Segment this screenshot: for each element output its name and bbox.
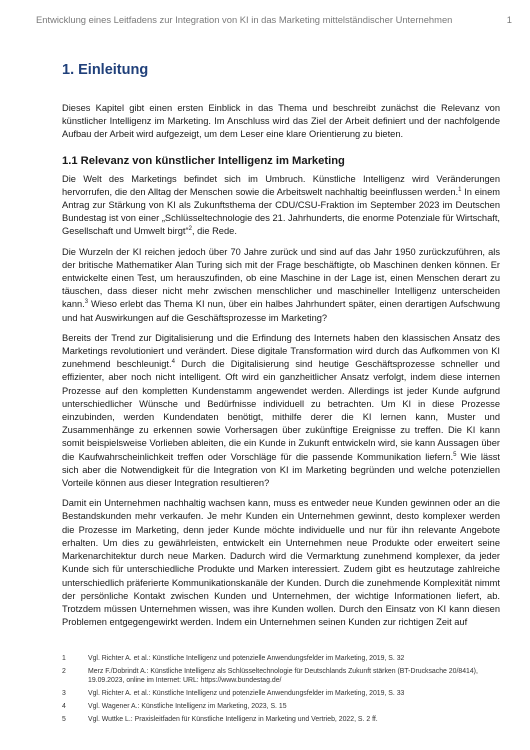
footnote-text: Vgl. Richter A. et al.: Künstliche Intelligenz und potenzielle Anwendungsfelder im Marketing, 2019, S. 33 — [88, 690, 405, 697]
main-content — [62, 102, 500, 636]
paragraph-2-text-b: Wieso erlebt das Thema KI nun, über ein halbes Jahrhundert später, einen derartigen Aufschwung und hat Auswirkungen auf die Geschäftsprozesse im Marketing? — [62, 299, 500, 323]
paragraph-3-text-a: Bereits der Trend zur Digitalisierung und die Erfindung des Internets haben den klassischen Ansatz des Marketings revolutioniert und verändert. Diese digitale Transformation wird durch das Aufkommen von KI zunehmend beschleunigt. — [62, 332, 500, 370]
footnote-ref-4[interactable]: 4 — [171, 359, 175, 366]
section-title: 1.1 Relevanz von künstlicher Intelligenz im Marketing — [62, 154, 345, 167]
footnote — [62, 689, 500, 698]
footnote-text: Merz F./Dobrindt A.: Künstliche Intelligenz als Schlüsseltechnologie für Deutschlands Zukunft stärken (BT-Drucksache 20/8414), 19.09.2023, online im Internet: URL: https://www.bundestag.de/ — [88, 668, 478, 684]
footnote-text: Vgl. Wagener A.: Künstliche Intelligenz im Marketing, 2023, S. 15 — [88, 703, 287, 710]
footnote-number: 4 — [62, 703, 66, 710]
footnote-text: Vgl. Richter A. et al.: Künstliche Intelligenz und potenzielle Anwendungsfelder im Marketing, 2019, S. 32 — [88, 655, 405, 662]
footnote-ref-1[interactable]: 1 — [458, 186, 462, 193]
chapter-intro: Dieses Kapitel gibt einen ersten Einblick in das Thema und beschreibt zunächst die Relevanz von künstlicher Intelligenz im Marketing. Im Anschluss wird das Ziel der Arbeit definiert und der nachfolgende Aufbau der Arbeit wird aufgezeigt, um dem Leser eine klare Orientierung zu bieten. — [62, 103, 500, 140]
running-title: Entwicklung eines Leitfadens zur Integration von KI in das Marketing mittelständischer Unternehmen — [36, 14, 453, 25]
paragraph-1-text-c: , die Rede. — [191, 226, 237, 237]
page-number: 1 — [506, 14, 512, 25]
footnote-ref-5[interactable]: 5 — [453, 451, 457, 458]
chapter-title: 1. Einleitung — [62, 62, 149, 78]
running-head — [36, 14, 512, 25]
footnote — [62, 715, 500, 724]
footnote-number: 5 — [62, 716, 66, 723]
paragraph-3-text-c: Wie lässt sich aber die Notwendigkeit für die Integration von KI im Marketing begründen und welche potenziellen Vorteile können aus dieser Integration resultieren? — [62, 451, 500, 489]
footnote-text: Vgl. Wuttke L.: Praxisleitfaden für Künstliche Intelligenz in Marketing und Vertrieb, 2022, S. 2 ff. — [88, 716, 378, 723]
paragraph-1-text-a: Die Welt des Marketings befindet sich im Umbruch. Künstliche Intelligenz wird Veränderungen hervorrufen, die den Alltag der Menschen sowie die Arbeitswelt nachhaltig beeinflussen werden. — [62, 173, 500, 197]
paragraph-2 — [62, 246, 500, 325]
paragraph-1-text-b: In einem Antrag zur Stärkung von KI als Zukunftsthema der CDU/CSU-Fraktion im September 2023 im Deutschen Bundestag ist von einer „Schlüsseltechnologie des 21. Jahrhunderts, die enorme Potenziale für Wirtschaft, Gesellschaft und Umwelt birgt“ — [62, 186, 500, 237]
footnote-number: 2 — [62, 668, 66, 675]
footnotes — [62, 654, 500, 728]
paragraph-3 — [62, 332, 500, 490]
footnote — [62, 667, 500, 685]
footnote-ref-3[interactable]: 3 — [84, 299, 89, 306]
paragraph-3-text-b: Durch die Digitalisierung sind heutige Geschäftsprozesse schneller und effizienter, aber noch nicht intelligent. Oft wird ein ganzheitlicher Ansatz verfolgt, indem diese internen Prozesse auf den kompletten Kundenstamm angewendet werden. Allerdings ist jeder Kunde aufgrund unterschiedlicher Wünsche und Bedürfnisse individuell zu betrachten. Um KI in diese Prozesse einzubinden, werden Kundendaten benötigt, mithilfe derer die KI lernen kann, Muster und Zusammenhänge zu erkennen sowie Vorhersagen über zukünftige Ereignisse zu treffen. Die KI kann somit beispielsweise Vorlieben ableiten, die ein Kunde in Zukunft entwickeln wird, sie kann Aussagen über die Kaufwahrscheinlichkeit treffen oder Vorschläge für die passende Kommunikation liefern. — [62, 359, 500, 462]
paragraph-2-text-a: Die Wurzeln der KI reichen jedoch über 70 Jahre zurück und sind auf das Jahr 1950 zurückzuführen, als der britische Mathematiker Alan Turing sich mit der Frage beschäftigte, ob Maschinen denken können. Er entwickelte einen Test, um herauszufinden, ob eine Maschine in der Lage ist, einen Menschen derart zu täuschen, dass dieser nicht mehr zwischen menschlicher und maschineller Intelligenz unterscheiden kann. — [62, 246, 500, 310]
footnote-number: 3 — [62, 690, 66, 697]
footnote-number: 1 — [62, 655, 66, 662]
paragraph-1 — [62, 173, 500, 239]
paragraph-4: Damit ein Unternehmen nachhaltig wachsen kann, muss es entweder neue Kunden gewinnen oder an die Bestandskunden mehr verkaufen. Je mehr Kunden ein Unternehmen gewinnt, desto komplexer werden die Prozesse im Marketing, denn jeder Kunde möchte individuelle und nur für ihn relevante Angebote erhalten. Um dies zu gewährleisten, entwickelt ein Unternehmen neue Produkte oder erweitert seine Markenarchitektur durch neue Marken. Dadurch wird die Vermarktung zunehmend komplexer, da jeder Kunde sich für unterschiedliche Produkte und Marken interessiert. Zudem gibt es heutzutage zahlreiche unterschiedlich präferierte Kommunikationskanäle der Kunden. Durch die zunehmende Komplexität nimmt der persönliche Kontakt zwischen Kunden und Unternehmen, der wichtige Informationen liefert, ab. Trotzdem müssen Unternehmen wissen, was ihre Kunden wollen. Durch den Einsatz von KI kann diesen Problemen entgegengewirkt werden. Indem ein Unternehmen seinen Kunden zur richtigen Zeit auf — [62, 498, 500, 628]
footnote — [62, 702, 500, 711]
footnote-ref-2[interactable]: 2 — [188, 226, 192, 233]
footnote — [62, 654, 500, 663]
